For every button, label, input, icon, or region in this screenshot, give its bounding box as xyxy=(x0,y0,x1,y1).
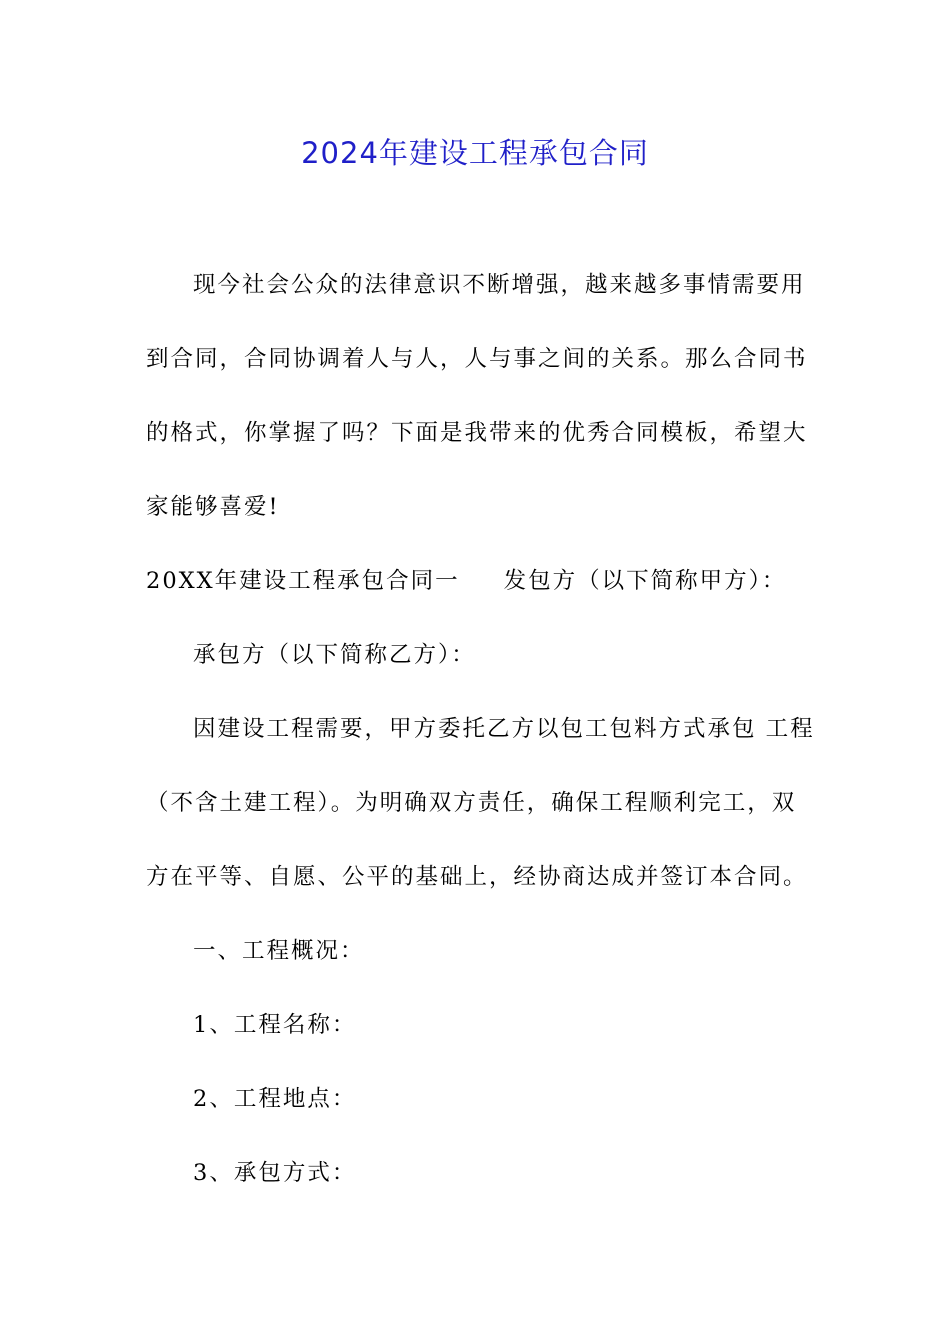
list-item: 2、工程地点： xyxy=(193,1086,357,1112)
purpose-line: （不含土建工程）。为明确双方责任，确保工程顺利完工，双 xyxy=(146,790,797,816)
document-title: 2024年建设工程承包合同 xyxy=(301,136,649,170)
purpose-line: 方在平等、自愿、公平的基础上，经协商达成并签订本合同。 xyxy=(146,864,808,890)
intro-line: 的格式，你掌握了吗？下面是我带来的优秀合同模板，希望大 xyxy=(146,420,808,446)
party-b-line xyxy=(146,618,808,692)
party-b-label: 承包方（以下简称乙方）： xyxy=(193,642,476,668)
list-item: 1、工程名称： xyxy=(193,1012,357,1038)
list-item: 3、承包方式： xyxy=(193,1160,357,1186)
intro-line: 到合同，合同协调着人与人，人与事之间的关系。那么合同书 xyxy=(146,346,808,372)
intro-line: 家能够喜爱! xyxy=(146,494,280,520)
party-a-label: 发包方（以下简称甲方）： xyxy=(503,568,787,594)
purpose-line: 因建设工程需要，甲方委托乙方以包工包料方式承包 工程 xyxy=(193,716,815,742)
purpose-paragraph xyxy=(146,692,815,914)
section-1 xyxy=(146,914,808,1210)
contract-heading: 20XX年建设工程承包合同一 xyxy=(146,568,460,594)
intro-paragraph xyxy=(146,248,808,544)
section-1-heading: 一、工程概况： xyxy=(193,938,365,964)
contract-heading-line xyxy=(146,544,808,618)
intro-line: 现今社会公众的法律意识不断增强，越来越多事情需要用 xyxy=(193,272,806,298)
